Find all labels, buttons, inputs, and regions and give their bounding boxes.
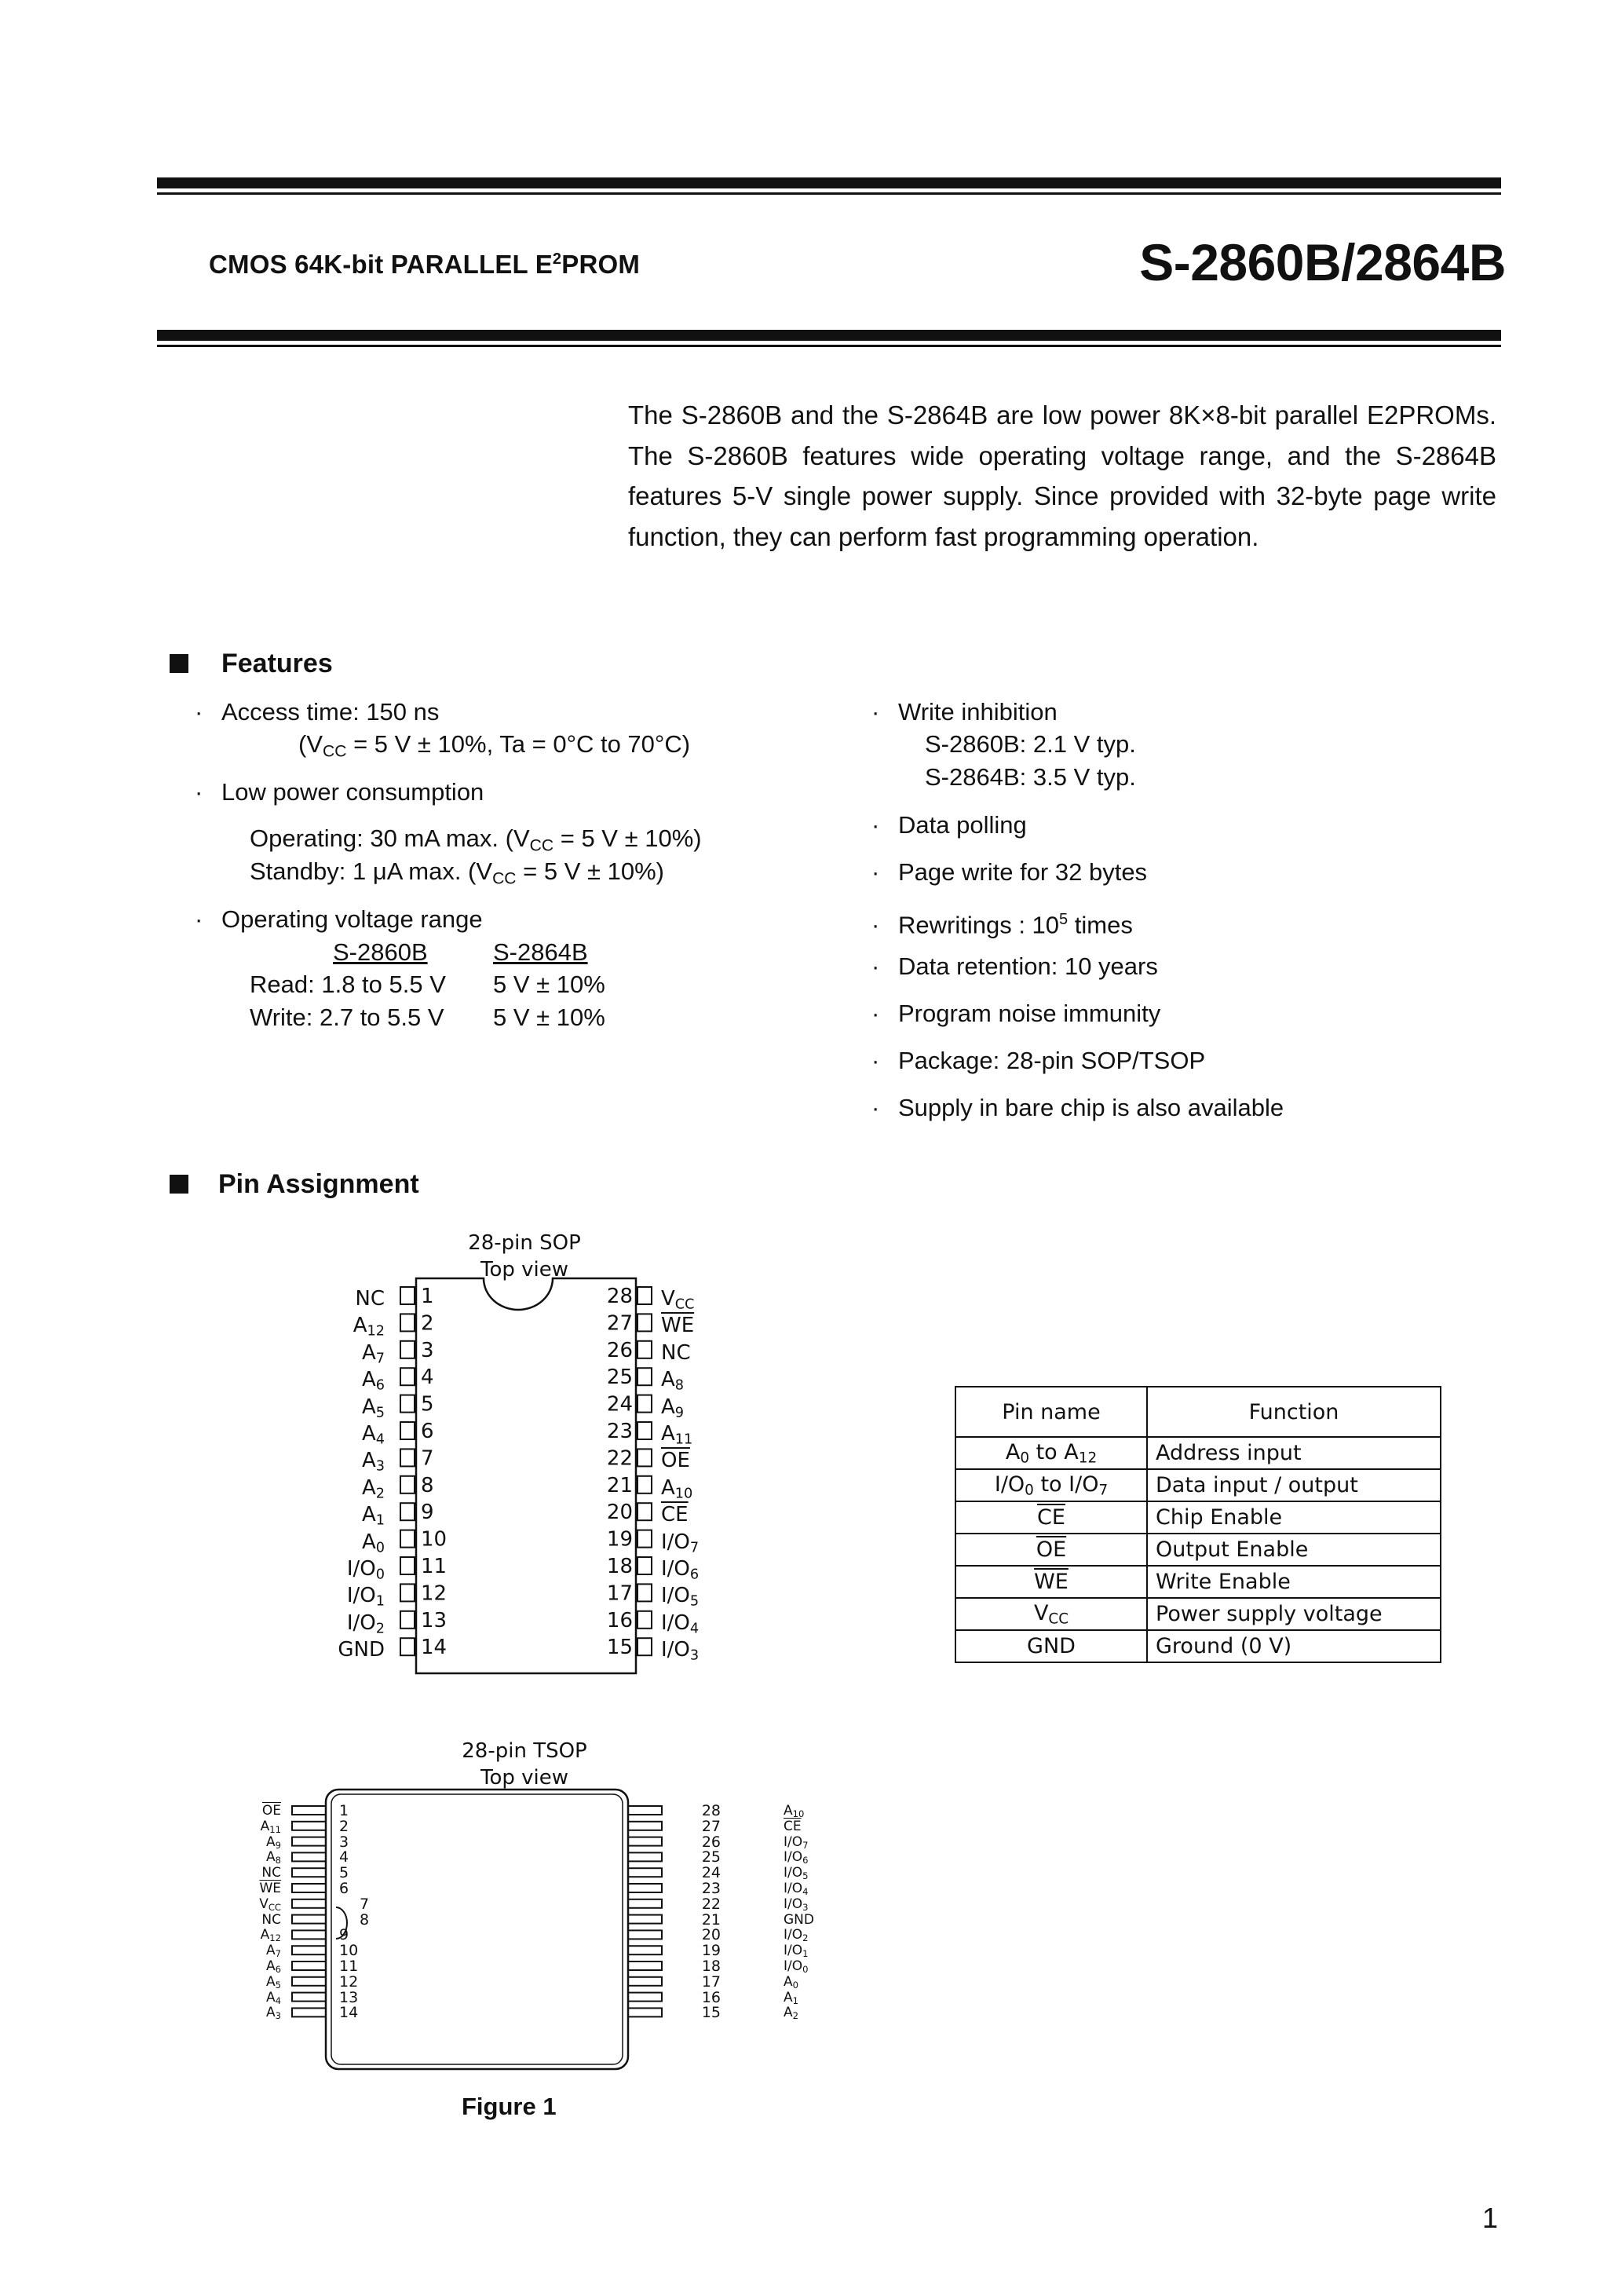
header-rule-bottom-thin	[157, 345, 1501, 347]
part-number-title: S-2860B/2864B	[1139, 233, 1506, 291]
sop-pin-label: $I/O_5$	[661, 1584, 700, 1610]
tsop-pin-label: $A_4$	[266, 1989, 281, 2006]
write-inhibition-a: S-2860B: 2.1 V typ.	[925, 730, 1136, 758]
table-cell-function: Power supply voltage	[1147, 1598, 1441, 1630]
pin-function-table	[955, 1386, 1441, 1663]
voltage-col-b-header: S-2864B	[493, 938, 588, 966]
tsop-pin-label: $A_3$	[266, 2005, 281, 2022]
sop-pin-label: $\overline{OE}$	[661, 1449, 690, 1473]
voltage-read-b: 5 V ± 10%	[493, 971, 605, 998]
tsop-pin-lead	[628, 1884, 662, 1892]
tsop-pin-label: $\overline{WE}$	[259, 1880, 281, 1896]
tsop-pin-lead	[292, 1868, 326, 1877]
feature-rewritings: · Rewritings : $10^5$ times	[871, 911, 1133, 939]
sop-pin-box	[637, 1557, 652, 1574]
tsop-pin-lead	[292, 1822, 326, 1830]
voltage-read-a: Read: 1.8 to 5.5 V	[250, 971, 446, 998]
tsop-left-pin-labels	[236, 1804, 281, 2021]
pin-assignment-heading: Pin Assignment	[218, 1169, 419, 1199]
tsop-pin-label: $I/O_0$	[784, 1958, 809, 1975]
sop-pin-box	[400, 1503, 415, 1520]
tsop-pin-label: $A_5$	[266, 1973, 281, 1991]
table-cell-pin-name: GND	[955, 1630, 1147, 1662]
sop-pin-box	[637, 1314, 652, 1331]
table-cell-pin-name: $\overline{CE}$	[955, 1501, 1147, 1534]
sop-pin-number: 4	[421, 1366, 434, 1390]
tsop-pin-lead	[292, 1961, 326, 1970]
tsop-pin-label: $A_0$	[784, 1973, 798, 1991]
sop-title: 28-pin SOP Top view	[468, 1231, 581, 1281]
sop-pin-box	[637, 1422, 652, 1439]
tsop-pin-label: NC	[261, 1865, 281, 1881]
header-rule-top-thin	[157, 192, 1501, 195]
table-cell-pin-name: $A_0$ to $A_{12}$	[955, 1437, 1147, 1469]
tsop-pin-label: $I/O_7$	[784, 1834, 809, 1851]
sop-package-outline	[377, 1276, 691, 1684]
feature-noise-immunity: · Program noise immunity	[871, 1000, 1161, 1027]
sop-right-pin-labels	[661, 1285, 747, 1663]
sop-pin-label: $A_9$	[661, 1395, 685, 1420]
sop-pin-box	[637, 1611, 652, 1629]
sop-pin-box	[400, 1395, 415, 1413]
features-bullet-icon	[170, 654, 188, 673]
sop-pin-box	[400, 1341, 415, 1358]
tsop-pin-lead	[292, 1915, 326, 1924]
tsop-pin-lead	[292, 1946, 326, 1954]
intro-paragraph: The S-2860B and the S-2864B are low power 8K×8-bit parallel E2PROMs. The S-2860B features wide operating voltage range, and the S-2864B features 5-V single power supply. Since provided with 32-byte page write function, they can perform fast programming operation.	[628, 400, 1496, 551]
tsop-pin-label: $I/O_2$	[784, 1927, 809, 1944]
sop-pin-number: 27	[606, 1311, 633, 1336]
figure-caption: Figure 1	[462, 2093, 557, 2120]
sop-pin-label: $I/O_4$	[661, 1610, 700, 1637]
tsop-right-pin-numbers: 28 27 26 25 24 23 22 21 20 19 18 17 16 15	[701, 1802, 721, 2022]
sop-pin-label: $I/O_6$	[661, 1556, 700, 1583]
tsop-pin-label: $I/O_3$	[784, 1896, 809, 1913]
sop-pin-label: $A_{11}$	[661, 1421, 693, 1448]
tsop-pin-lead	[628, 1915, 662, 1924]
sop-pin-box	[637, 1368, 652, 1385]
sop-pin-box	[400, 1638, 415, 1655]
tsop-pin-lead	[292, 1930, 326, 1939]
sop-pin-label: $A_8$	[661, 1368, 685, 1394]
sop-pin-box	[400, 1584, 415, 1601]
table-row	[955, 1437, 1441, 1469]
sop-pin-number: 2	[421, 1311, 434, 1336]
sop-pin-label: $A_0$	[361, 1530, 385, 1556]
sop-pin-label: $I/O_2$	[346, 1610, 385, 1637]
tsop-pin-lead	[292, 1993, 326, 2002]
sop-pin-label: $A_{10}$	[661, 1475, 693, 1502]
sop-pin-number: 23	[606, 1420, 633, 1443]
feature-write-inhibition: · Write inhibition	[871, 698, 1058, 726]
sop-pin-box	[637, 1449, 652, 1466]
table-cell-function: Write Enable	[1147, 1566, 1441, 1598]
sop-pin-label: $I/O_1$	[346, 1584, 385, 1610]
sop-pin-box	[400, 1314, 415, 1331]
tsop-pin-label: $I/O_5$	[784, 1865, 809, 1882]
voltage-col-a-header: S-2860B	[333, 938, 428, 966]
sop-pin-box	[637, 1287, 652, 1304]
sop-pin-number: 10	[421, 1527, 448, 1552]
tsop-pin-label: $A_7$	[266, 1943, 281, 1960]
feature-package: · Package: 28-pin SOP/TSOP	[871, 1047, 1206, 1074]
table-row	[955, 1630, 1441, 1662]
feature-standby-current: Standby: 1 μA max. ($V_{CC} = 5$ V ± 10%)	[250, 857, 664, 888]
tsop-pin-lead	[628, 1822, 662, 1830]
tsop-pin-lead	[628, 1868, 662, 1877]
sop-pin-box	[400, 1368, 415, 1385]
tsop-pin-lead	[628, 2008, 662, 2016]
sop-pin-number: 21	[606, 1473, 633, 1497]
sop-pin-number: 9	[421, 1501, 434, 1525]
header-rule-top-thick	[157, 177, 1501, 188]
feature-data-polling: · Data polling	[871, 811, 1027, 839]
sop-pin-number: 1	[421, 1285, 434, 1308]
feature-page-write: · Page write for 32 bytes	[871, 858, 1148, 886]
sop-pin-box	[400, 1449, 415, 1466]
sop-pin-label: $A_4$	[361, 1421, 385, 1448]
table-row	[955, 1469, 1441, 1501]
tsop-pin-label: $A_6$	[266, 1958, 281, 1975]
feature-bare-chip: · Supply in bare chip is also available	[871, 1094, 1284, 1121]
sop-pin-number: 18	[606, 1555, 633, 1578]
sop-pin-box	[400, 1557, 415, 1574]
table-cell-function: Output Enable	[1147, 1534, 1441, 1566]
tsop-pin-label: $\overline{CE}$	[784, 1818, 802, 1834]
sop-pin-box	[400, 1287, 415, 1304]
table-cell-pin-name: $V_{CC}$	[955, 1598, 1147, 1630]
sop-pin-box	[637, 1638, 652, 1655]
tsop-pin-lead	[628, 1930, 662, 1939]
tsop-pin-lead	[628, 1899, 662, 1908]
document-subtitle: CMOS 64K-bit PARALLEL $E^2PROM$	[209, 250, 641, 279]
tsop-pin-lead	[292, 1806, 326, 1815]
sop-pin-number: 13	[421, 1608, 448, 1632]
tsop-right-pin-labels	[784, 1804, 838, 2021]
table-cell-function: Ground (0 V)	[1147, 1630, 1441, 1662]
table-cell-function: Chip Enable	[1147, 1501, 1441, 1534]
sop-pin-number: 11	[421, 1555, 448, 1578]
tsop-pin-lead	[292, 1837, 326, 1846]
table-row	[955, 1534, 1441, 1566]
table-header-pin-name: Pin name	[955, 1387, 1147, 1437]
table-header-row	[955, 1387, 1441, 1437]
sop-pin-label: NC	[661, 1340, 691, 1365]
tsop-pin-label: $V_{CC}$	[259, 1896, 281, 1913]
feature-access-conditions: ($V_{CC} = 5$ V ± 10%, Ta = 0°C to 70°C)	[298, 730, 691, 761]
table-cell-function: Data input / output	[1147, 1469, 1441, 1501]
sop-pin-label: $A_5$	[361, 1395, 385, 1420]
sop-pin-number: 8	[421, 1473, 434, 1497]
sop-pin-number: 22	[606, 1446, 633, 1471]
sop-pin-label: $A_6$	[361, 1368, 385, 1394]
voltage-write-b: 5 V ± 10%	[493, 1004, 605, 1031]
sop-pin-number: 25	[606, 1366, 633, 1390]
pin-assignment-bullet-icon	[170, 1175, 188, 1194]
sop-pin-label: $I/O_0$	[346, 1556, 385, 1583]
feature-access-time: · Access time: 150 ns	[195, 698, 440, 726]
sop-pin-label: $A_1$	[361, 1503, 385, 1529]
sop-pin-box	[400, 1530, 415, 1548]
table-cell-pin-name: $\overline{OE}$	[955, 1534, 1147, 1566]
sop-pin-label: GND	[338, 1638, 385, 1662]
table-cell-pin-name: $\overline{WE}$	[955, 1566, 1147, 1598]
tsop-pin-lead	[628, 1852, 662, 1861]
tsop-pin-label: $A_{10}$	[784, 1803, 805, 1819]
sop-pin-number: 6	[421, 1420, 434, 1443]
tsop-left-pin-numbers: 1 2 3 4 5 6 7 8 9 10 11 12 13 14	[339, 1802, 370, 2022]
table-header-function: Function	[1147, 1387, 1441, 1437]
tsop-pin-lead	[292, 1977, 326, 1986]
feature-operating-current: Operating: 30 mA max. ($V_{CC} = 5$ V ± 10%)	[250, 824, 702, 855]
table-cell-function: Address input	[1147, 1437, 1441, 1469]
sop-pin-box	[637, 1476, 652, 1493]
tsop-pin-lead	[628, 1946, 662, 1954]
tsop-title: 28-pin TSOP Top view	[462, 1739, 587, 1790]
sop-pin-box	[400, 1611, 415, 1629]
tsop-pin-lead	[292, 1884, 326, 1892]
write-inhibition-b: S-2864B: 3.5 V typ.	[925, 763, 1136, 791]
sop-pin-number: 5	[421, 1392, 434, 1417]
feature-low-power: · Low power consumption	[195, 778, 484, 806]
sop-pin-label: $I/O_7$	[661, 1530, 700, 1556]
sop-pin-label: $\overline{WE}$	[661, 1314, 695, 1338]
tsop-pin-label: $A_{11}$	[260, 1818, 281, 1835]
tsop-pin-lead	[292, 1852, 326, 1861]
sop-pin-label: $I/O_3$	[661, 1638, 700, 1664]
sop-pin-number: 17	[606, 1581, 633, 1606]
sop-pin-label: $A_2$	[361, 1475, 385, 1502]
tsop-pin-label: $I/O_1$	[784, 1943, 809, 1960]
features-heading: Features	[221, 649, 333, 678]
sop-pin-label: NC	[355, 1287, 385, 1311]
sop-pin-number: 14	[421, 1636, 448, 1660]
tsop-pin-label: NC	[261, 1911, 281, 1928]
table-row	[955, 1566, 1441, 1598]
table-row	[955, 1598, 1441, 1630]
tsop-pin-label: $A_1$	[784, 1989, 798, 2006]
tsop-pin-lead	[628, 1837, 662, 1846]
feature-data-retention: · Data retention: 10 years	[871, 952, 1158, 980]
sop-left-pin-labels	[314, 1285, 385, 1663]
sop-pin-number: 15	[606, 1636, 633, 1660]
tsop-pin-label: $A_2$	[784, 2005, 798, 2022]
sop-pin-box	[637, 1341, 652, 1358]
sop-pin-label: $A_{12}$	[353, 1314, 385, 1340]
sop-pin-label: $\overline{CE}$	[661, 1503, 689, 1527]
sop-pin-number: 20	[606, 1501, 633, 1525]
sop-pin-number: 12	[421, 1581, 448, 1606]
table-cell-pin-name: $I/O_0$ to $I/O_7$	[955, 1469, 1147, 1501]
tsop-pin-label: $A_9$	[266, 1834, 281, 1851]
tsop-pin-label: $I/O_4$	[784, 1880, 809, 1897]
sop-pin-number: 24	[606, 1392, 633, 1417]
sop-pin-label: $A_7$	[361, 1340, 385, 1367]
sop-pin-number: 19	[606, 1527, 633, 1552]
page-number: 1	[1482, 2202, 1499, 2234]
sop-pin-number: 3	[421, 1338, 434, 1362]
tsop-pin-label: GND	[784, 1911, 814, 1928]
sop-pin-label: $V_{CC}$	[661, 1287, 695, 1313]
feature-voltage-range: · Operating voltage range	[195, 905, 483, 933]
sop-pin-box	[637, 1503, 652, 1520]
tsop-pin-label: $A_{12}$	[260, 1927, 281, 1944]
tsop-pin-lead	[628, 1961, 662, 1970]
tsop-pin-label: $\overline{OE}$	[261, 1803, 281, 1819]
tsop-pin-lead	[292, 1899, 326, 1908]
header-rule-bottom-thick	[157, 330, 1501, 341]
sop-pin-label: $A_3$	[361, 1449, 385, 1475]
sop-pin-number: 7	[421, 1446, 434, 1471]
tsop-pin-label: $A_8$	[266, 1849, 281, 1866]
tsop-pin-lead	[628, 1993, 662, 2002]
table-row	[955, 1501, 1441, 1534]
sop-pin-number: 28	[606, 1285, 633, 1308]
sop-pin-box	[637, 1584, 652, 1601]
sop-pin-number: 16	[606, 1608, 633, 1632]
tsop-pin-lead	[628, 1806, 662, 1815]
voltage-write-a: Write: 2.7 to 5.5 V	[250, 1004, 444, 1031]
sop-pin-number: 26	[606, 1338, 633, 1362]
tsop-pin-label: $I/O_6$	[784, 1849, 809, 1866]
sop-pin-box	[400, 1476, 415, 1493]
tsop-pin-lead	[292, 2008, 326, 2016]
tsop-pin-lead	[628, 1977, 662, 1986]
sop-pin-box	[637, 1530, 652, 1548]
sop-pin-box	[637, 1395, 652, 1413]
sop-pin-box	[400, 1422, 415, 1439]
